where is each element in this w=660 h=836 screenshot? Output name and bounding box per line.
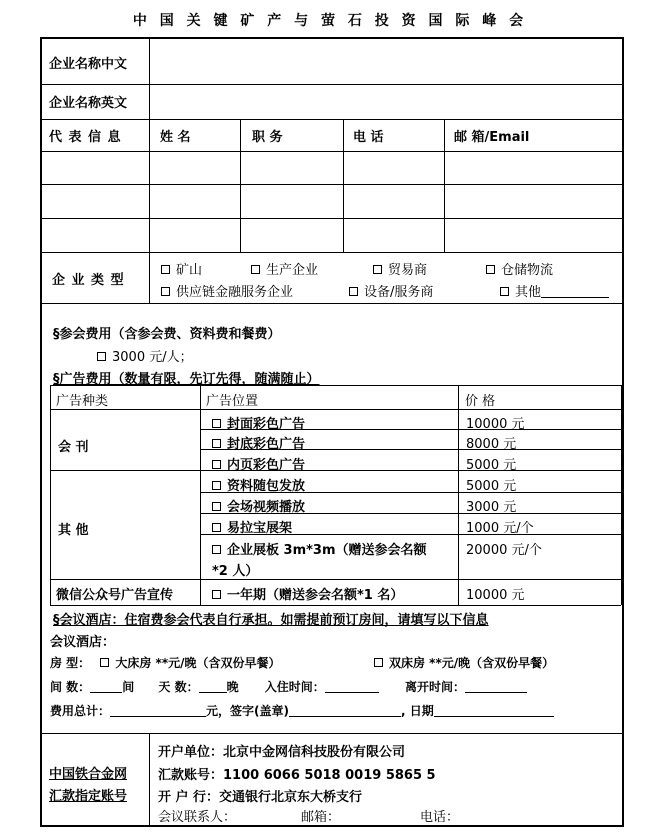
ctype-option-mine[interactable]: 矿山 (161, 259, 202, 278)
contact-email-label: 邮箱： (301, 810, 341, 825)
checkbox-icon (212, 460, 221, 469)
contact-phone-label: 电话： (420, 810, 460, 825)
stay-row: 间 数： 间 天 数： 晚 入住时间： 离开时间： (50, 678, 527, 695)
row-divider (42, 119, 622, 120)
row-divider (42, 252, 622, 253)
ad-item-display-board[interactable]: 企业展板 3m*3m（赠送参会名额 (212, 539, 427, 558)
total-field[interactable] (110, 716, 206, 717)
checkbox-icon (212, 523, 221, 532)
checkbox-icon (212, 502, 221, 511)
ad-item-display-board-line2: *2 人） (212, 564, 259, 579)
row-divider (42, 733, 622, 734)
rep-info-label: 代 表 信 息 (49, 130, 122, 145)
checkbox-icon (212, 590, 221, 599)
checkin-field[interactable] (325, 692, 379, 693)
rep-col-position: 职 务 (252, 130, 283, 145)
ad-col-position: 广告位置 (206, 394, 259, 409)
col-divider (149, 119, 150, 303)
ctype-option-trader[interactable]: 贸易商 (373, 259, 427, 278)
checkbox-icon (161, 287, 170, 296)
room-option-twin-bed[interactable]: 双床房 **元/晚（含双份早餐） (374, 654, 554, 671)
hotel-label: 会议酒店： (50, 635, 116, 650)
ad-heading: §广告费用（数量有限，先订先得，随满随止） (53, 372, 320, 387)
ad-item-inner-page[interactable]: 内页彩色广告 (212, 454, 305, 473)
company-type-label: 企 业 类 型 (52, 273, 125, 288)
ad-table-line (50, 385, 51, 605)
ad-col-price: 价 格 (465, 394, 496, 409)
row-divider (42, 84, 622, 85)
company-name-cn-field[interactable] (152, 41, 618, 81)
ad-price-rollup: 1000 元/个 (466, 521, 534, 536)
row-divider (42, 151, 622, 152)
ad-item-bag-insert[interactable]: 资料随包发放 (212, 475, 305, 494)
account-label-line2: 汇款指定账号 (49, 789, 128, 804)
ctype-option-logistics[interactable]: 仓储物流 (486, 259, 553, 278)
ctype-option-other[interactable]: 其他 (500, 281, 609, 300)
checkbox-icon (349, 287, 358, 296)
ad-item-video[interactable]: 会场视频播放 (212, 496, 305, 515)
fee-option[interactable]: 3000 元/人； (97, 346, 193, 365)
days-field[interactable] (199, 692, 227, 693)
rep-entry-rows[interactable] (151, 153, 621, 251)
room-type-row (50, 654, 281, 671)
checkbox-icon (212, 545, 221, 554)
account-label-line1: 中国铁合金网 (49, 767, 128, 782)
ad-price-bag-insert: 5000 元 (466, 479, 517, 494)
col-divider (149, 733, 150, 827)
registration-form (40, 37, 624, 827)
company-name-en-field[interactable] (152, 87, 618, 117)
ad-group-journal: 会 刊 (58, 440, 89, 455)
signature-field[interactable] (289, 716, 401, 717)
checkout-field[interactable] (465, 692, 527, 693)
checkbox-icon (251, 265, 260, 274)
ad-table-line (621, 385, 622, 605)
account-number: 汇款账号：1100 6066 5018 0019 5865 5 (158, 768, 436, 783)
ad-table-line (50, 605, 621, 606)
ad-item-back-cover[interactable]: 封底彩色广告 (212, 433, 305, 452)
page-title: 中 国 关 键 矿 产 与 萤 石 投 资 国 际 峰 会 (132, 13, 528, 29)
ad-item-rollup[interactable]: 易拉宝展架 (212, 517, 292, 536)
rep-col-name: 姓 名 (160, 130, 191, 145)
rep-col-phone: 电 话 (353, 130, 384, 145)
ad-price-back-cover: 8000 元 (466, 437, 517, 452)
ad-table-line (458, 385, 459, 605)
checkbox-icon (486, 265, 495, 274)
checkbox-icon (374, 658, 383, 667)
ctype-option-producer[interactable]: 生产企业 (251, 259, 318, 278)
company-name-cn-label: 企业名称中文 (49, 57, 128, 72)
ad-table-line (50, 385, 621, 386)
ad-price-display-board: 20000 元/个 (466, 543, 542, 558)
ad-item-cover[interactable]: 封面彩色广告 (212, 413, 305, 432)
other-fill-blank[interactable] (541, 297, 609, 298)
fee-heading: §参会费用（含参会费、资料费和餐费） (53, 327, 281, 342)
room-type-label: 房 型： (50, 656, 91, 670)
ad-price-cover: 10000 元 (466, 417, 525, 432)
row-divider (42, 303, 622, 304)
account-holder: 开户单位：北京中金网信科技股份有限公司 (158, 745, 406, 760)
company-name-en-label: 企业名称英文 (49, 96, 128, 111)
checkbox-icon (161, 265, 170, 274)
ctype-option-finance[interactable]: 供应链金融服务企业 (161, 281, 293, 300)
ad-group-wechat: 微信公众号广告宣传 (56, 588, 174, 603)
ad-table-line (200, 385, 201, 605)
checkbox-icon (212, 439, 221, 448)
checkbox-icon (500, 287, 509, 296)
rep-col-email: 邮 箱/Email (454, 130, 530, 145)
ctype-option-equipment[interactable]: 设备/服务商 (349, 281, 433, 300)
date-field[interactable] (434, 716, 554, 717)
room-option-big-bed[interactable]: 大床房 **元/晚（含双份早餐） (100, 656, 280, 670)
ad-group-other: 其 他 (58, 523, 89, 538)
ad-price-inner-page: 5000 元 (466, 458, 517, 473)
total-row: 费用总计： 元，签字(盖章) , 日期 (50, 702, 554, 719)
col-divider (149, 39, 150, 119)
hotel-heading: §会议酒店：住宿费参会代表自行承担。如需提前预订房间，请填写以下信息 (53, 613, 489, 628)
ad-col-type: 广告种类 (56, 394, 109, 409)
checkbox-icon (212, 419, 221, 428)
checkbox-icon (100, 658, 109, 667)
ad-price-video: 3000 元 (466, 500, 517, 515)
checkbox-icon (373, 265, 382, 274)
account-bank: 开 户 行：交通银行北京东大桥支行 (158, 790, 363, 805)
ad-table-line (50, 409, 621, 410)
contact-label: 会议联系人： (158, 810, 237, 825)
checkbox-icon (97, 352, 106, 361)
ad-price-wechat-year: 10000 元 (466, 588, 525, 603)
rooms-field[interactable] (90, 692, 122, 693)
ad-table-line (50, 579, 621, 580)
checkbox-icon (212, 481, 221, 490)
ad-item-wechat-year[interactable]: 一年期（赠送参会名额*1 名） (212, 584, 403, 603)
ad-table-line (50, 470, 621, 471)
